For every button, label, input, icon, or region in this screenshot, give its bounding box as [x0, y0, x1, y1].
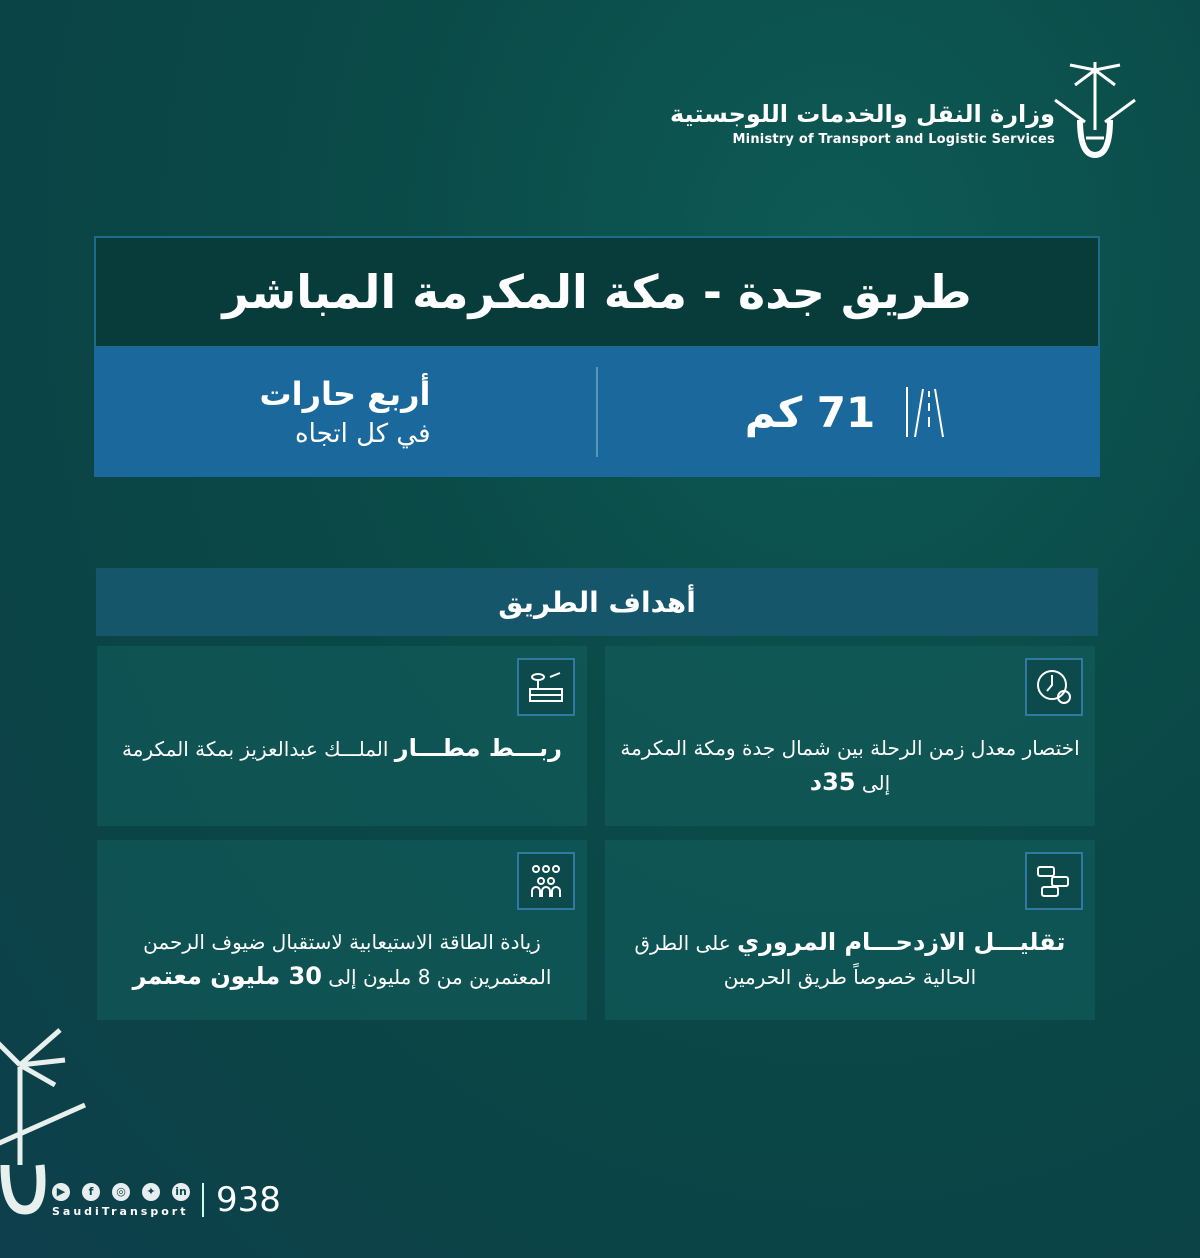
page-title: طريق جدة - مكة المكرمة المباشر [222, 265, 972, 319]
goal-highlight: 35د [809, 768, 856, 796]
ministry-logo-icon [1050, 60, 1140, 160]
divider [596, 367, 598, 457]
instagram-icon[interactable]: ◎ [112, 1183, 130, 1201]
goal-text: على الطرق الحالية خصوصاً طريق الحرمين [634, 931, 977, 989]
goal-highlight: 30 مليون معتمر [132, 962, 322, 990]
footer [52, 1180, 281, 1220]
youtube-icon[interactable]: ▶ [52, 1183, 70, 1201]
hotline-number: 938 [216, 1180, 281, 1220]
goal-card [605, 840, 1095, 1020]
stats-band [94, 347, 1100, 477]
goal-highlight: ربـــط مطـــار [394, 734, 562, 762]
goals-heading: أهداف الطريق [96, 568, 1098, 636]
linkedin-icon[interactable]: in [172, 1183, 190, 1201]
road-icon [905, 385, 953, 439]
ministry-name [670, 100, 1055, 147]
facebook-icon[interactable]: f [82, 1183, 100, 1201]
road-length: 71 كم [744, 387, 876, 437]
goal-text: زيادة الطاقة الاستيعابية لاستقبال ضيوف الرحمن المعتمرين من 8 مليون إلى [143, 930, 552, 989]
social-handle: SaudiTransport [52, 1204, 189, 1218]
twitter-icon[interactable]: ✦ [142, 1183, 160, 1201]
lanes-stat [94, 347, 596, 477]
goal-text: الملـــك عبدالعزيز بمكة المكرمة [122, 737, 395, 761]
lanes-title: أربع حارات [259, 375, 431, 413]
goal-card [97, 840, 587, 1020]
ministry-name-ar: وزارة النقل والخدمات اللوجستية [670, 100, 1055, 128]
clock-gear-icon [1025, 658, 1083, 716]
divider [202, 1183, 204, 1217]
lanes-sub: في كل اتجاه [295, 419, 431, 449]
crowd-icon [517, 852, 575, 910]
ministry-name-en: Ministry of Transport and Logistic Services [732, 132, 1055, 147]
airport-icon [517, 658, 575, 716]
goal-text: اختصار معدل زمن الرحلة بين شمال جدة ومكة المكرمة إلى [620, 736, 1080, 795]
goal-highlight: تقليـــل الازدحـــام المروري [737, 928, 1066, 956]
traffic-cars-icon [1025, 852, 1083, 910]
goal-card [605, 646, 1095, 826]
length-stat [598, 347, 1100, 477]
goal-card [97, 646, 587, 826]
title-box [94, 236, 1100, 348]
